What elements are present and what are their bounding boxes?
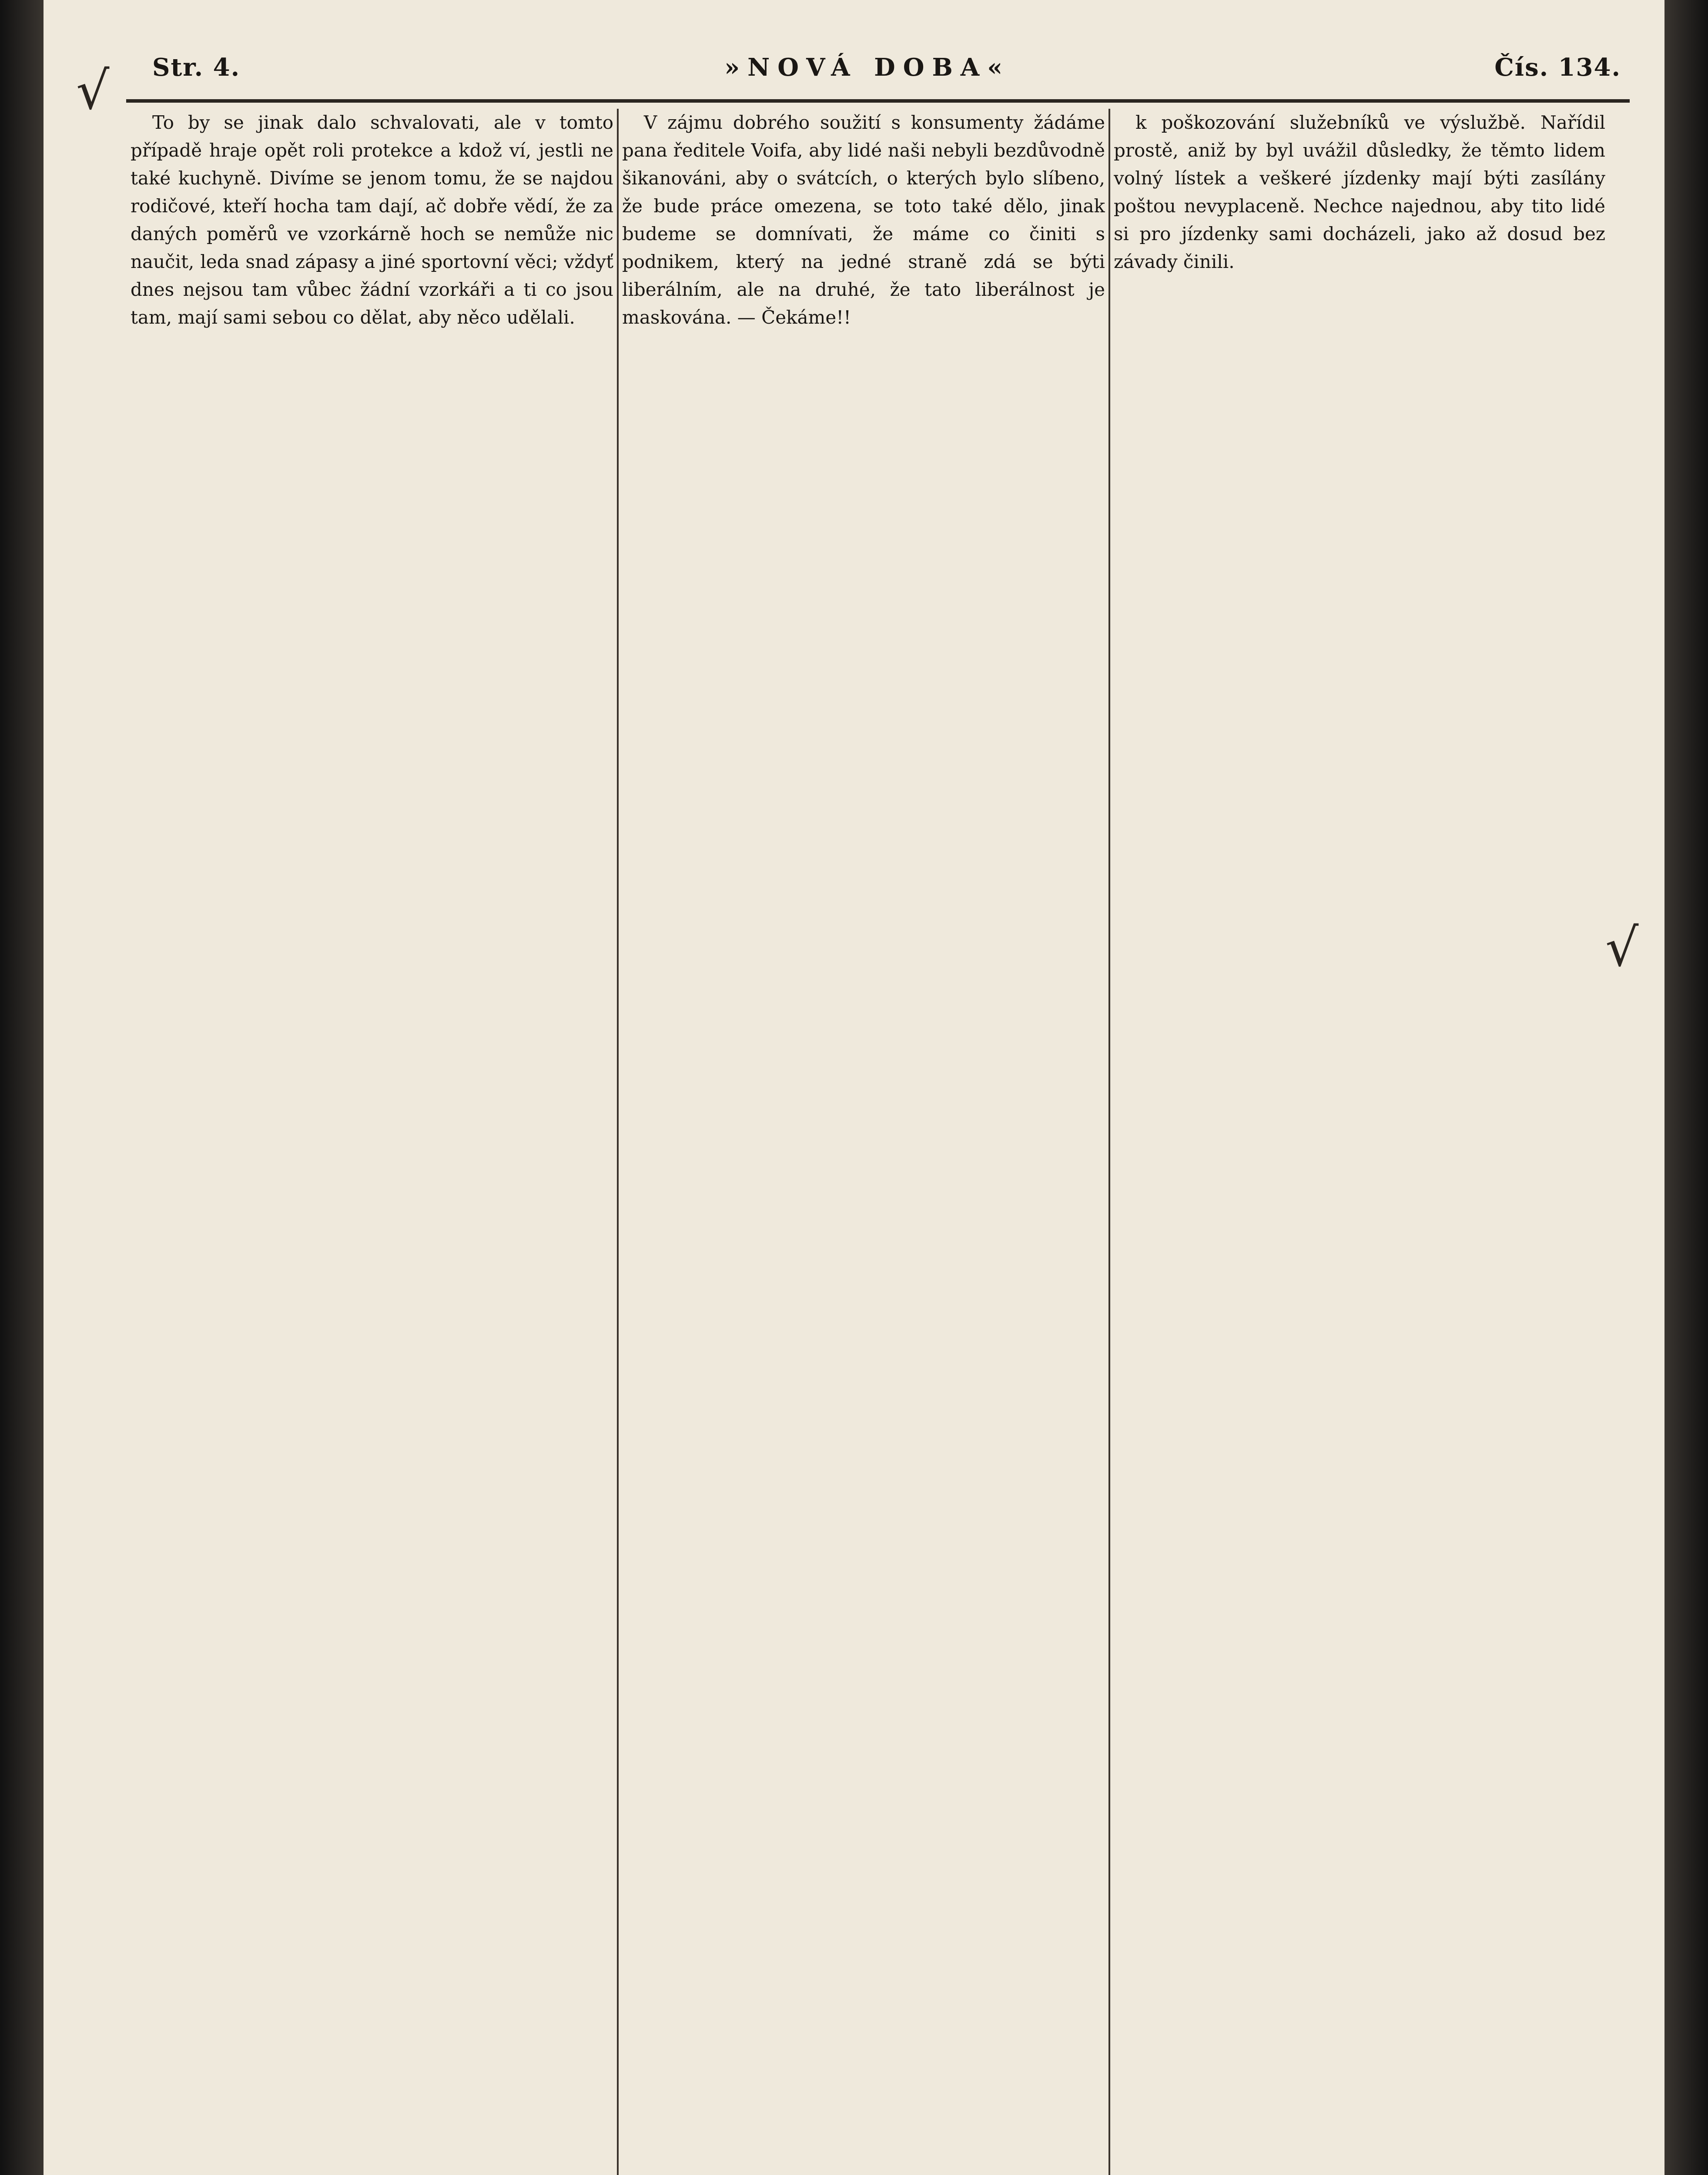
scan-left-edge xyxy=(0,0,44,2175)
column-1 xyxy=(131,109,613,2175)
paragraph: To by se jinak dalo schvalovati, ale v tomto případě hraje opět roli protekce a kdož ví, jestli ne také kuchyně. Divíme se jenom tomu, že se najdou rodičové, kteří hocha tam dají, ač dobře vědí, že za daných poměrů ve vzorkárně hoch se nemůže nic naučit, leda snad zápasy a jiné sportovní věci; vždyť dnes nejsou tam vůbec žádní vzorkáři a ti co jsou tam, mají sami sebou co dělat, aby něco udělali. xyxy=(131,112,613,328)
pencil-checkmark-right: √ xyxy=(1605,918,1639,978)
paragraph: V zájmu dobrého soužití s konsumenty žádáme pana ředitele Voifa, aby lidé naši nebyli bezdůvodně šikanováni, aby o svátcích, o kterých bylo slíbeno, že bude práce omezena, se toto také dělo, jinak budeme se domnívati, že máme co činiti s podnikem, který na jedné straně zdá se býti liberálním, ale na druhé, že tato liberálnost je maskována. — Čekáme!! xyxy=(622,112,1105,328)
column-2 xyxy=(622,109,1105,2175)
newspaper-title: »NOVÁ DOBA« xyxy=(724,53,1011,82)
paragraph: k poškozování služebníků ve výslužbě. Nařídil prostě, aniž by byl uvážil důsledky, že těmto lidem volný lístek a veškeré jízdenky mají býti zasílány poštou nevyplaceně. Nechce najednou, aby tito lidé si pro jízdenky sami docházeli, jako až dosud bez závady činili. xyxy=(1114,112,1605,272)
column-divider-2 xyxy=(1109,109,1110,2175)
header-rule xyxy=(126,99,1630,103)
page-number: Str. 4. xyxy=(152,53,241,82)
column-divider-1 xyxy=(617,109,619,2175)
column-3 xyxy=(1114,109,1605,2175)
issue-number: Čís. 134. xyxy=(1494,53,1621,82)
page-header xyxy=(152,41,1621,94)
pencil-checkmark-left: √ xyxy=(76,61,110,121)
scan-right-edge xyxy=(1664,0,1708,2175)
